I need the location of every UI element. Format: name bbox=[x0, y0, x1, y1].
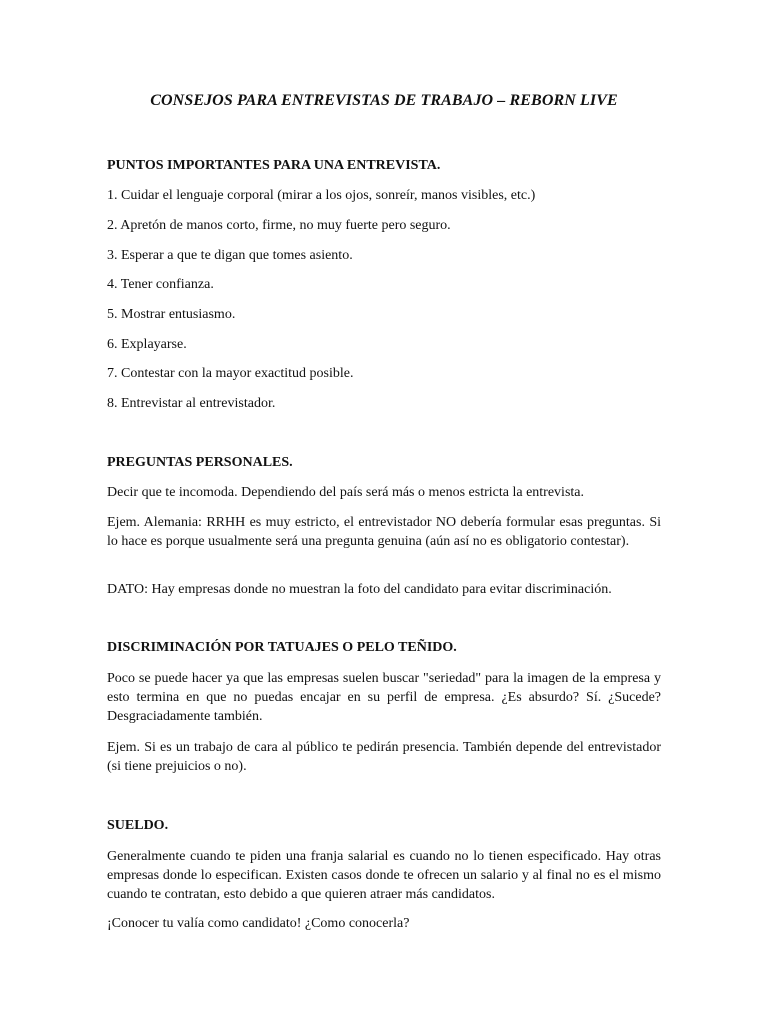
list-item: 5. Mostrar entusiasmo. bbox=[107, 307, 236, 322]
section-heading-puntos: PUNTOS IMPORTANTES PARA UNA ENTREVISTA. bbox=[107, 158, 441, 173]
list-item: 1. Cuidar el lenguaje corporal (mirar a los ojos, sonreír, manos visibles, etc.) bbox=[107, 188, 536, 203]
paragraph: Generalmente cuando te piden una franja salarial es cuando no lo tienen especificado. Hay otras empresas donde lo especifican. Existen casos donde te ofrecen un salario y al final no es el mismo cuando te contratan, esto debido a que quieren atraer más candidatos. bbox=[107, 849, 661, 902]
list-item: 3. Esperar a que te digan que tomes asiento. bbox=[107, 248, 353, 263]
paragraph: Ejem. Alemania: RRHH es muy estricto, el entrevistador NO debería formular esas preguntas. Si lo hace es porque usualmente será una pregunta genuina (aún así no es obligatorio contestar). bbox=[107, 515, 661, 549]
section-heading-sueldo: SUELDO. bbox=[107, 818, 169, 833]
list-item: 2. Apretón de manos corto, firme, no muy fuerte pero seguro. bbox=[107, 218, 451, 233]
paragraph: Decir que te incomoda. Dependiendo del país será más o menos estricta la entrevista. bbox=[107, 485, 584, 500]
list-item: 4. Tener confianza. bbox=[107, 277, 214, 292]
list-item: 8. Entrevistar al entrevistador. bbox=[107, 396, 276, 411]
paragraph: ¡Conocer tu valía como candidato! ¿Como conocerla? bbox=[107, 916, 410, 931]
document-title: CONSEJOS PARA ENTREVISTAS DE TRABAJO – REBORN LIVE bbox=[150, 92, 618, 109]
paragraph: Ejem. Si es un trabajo de cara al público te pedirán presencia. También depende del entrevistador (si tiene prejuicios o no). bbox=[107, 740, 661, 774]
section-heading-preguntas: PREGUNTAS PERSONALES. bbox=[107, 455, 293, 470]
paragraph: Poco se puede hacer ya que las empresas suelen buscar "seriedad" para la imagen de la empresa y esto termina en que no puedas encajar en su perfil de empresa. ¿Es absurdo? Sí. ¿Sucede? Desgraciadamente también. bbox=[107, 671, 661, 724]
list-item: 6. Explayarse. bbox=[107, 337, 187, 352]
paragraph: DATO: Hay empresas donde no muestran la foto del candidato para evitar discriminación. bbox=[107, 582, 612, 597]
section-heading-discriminacion: DISCRIMINACIÓN POR TATUAJES O PELO TEÑIDO. bbox=[107, 640, 457, 655]
list-item: 7. Contestar con la mayor exactitud posible. bbox=[107, 366, 354, 381]
